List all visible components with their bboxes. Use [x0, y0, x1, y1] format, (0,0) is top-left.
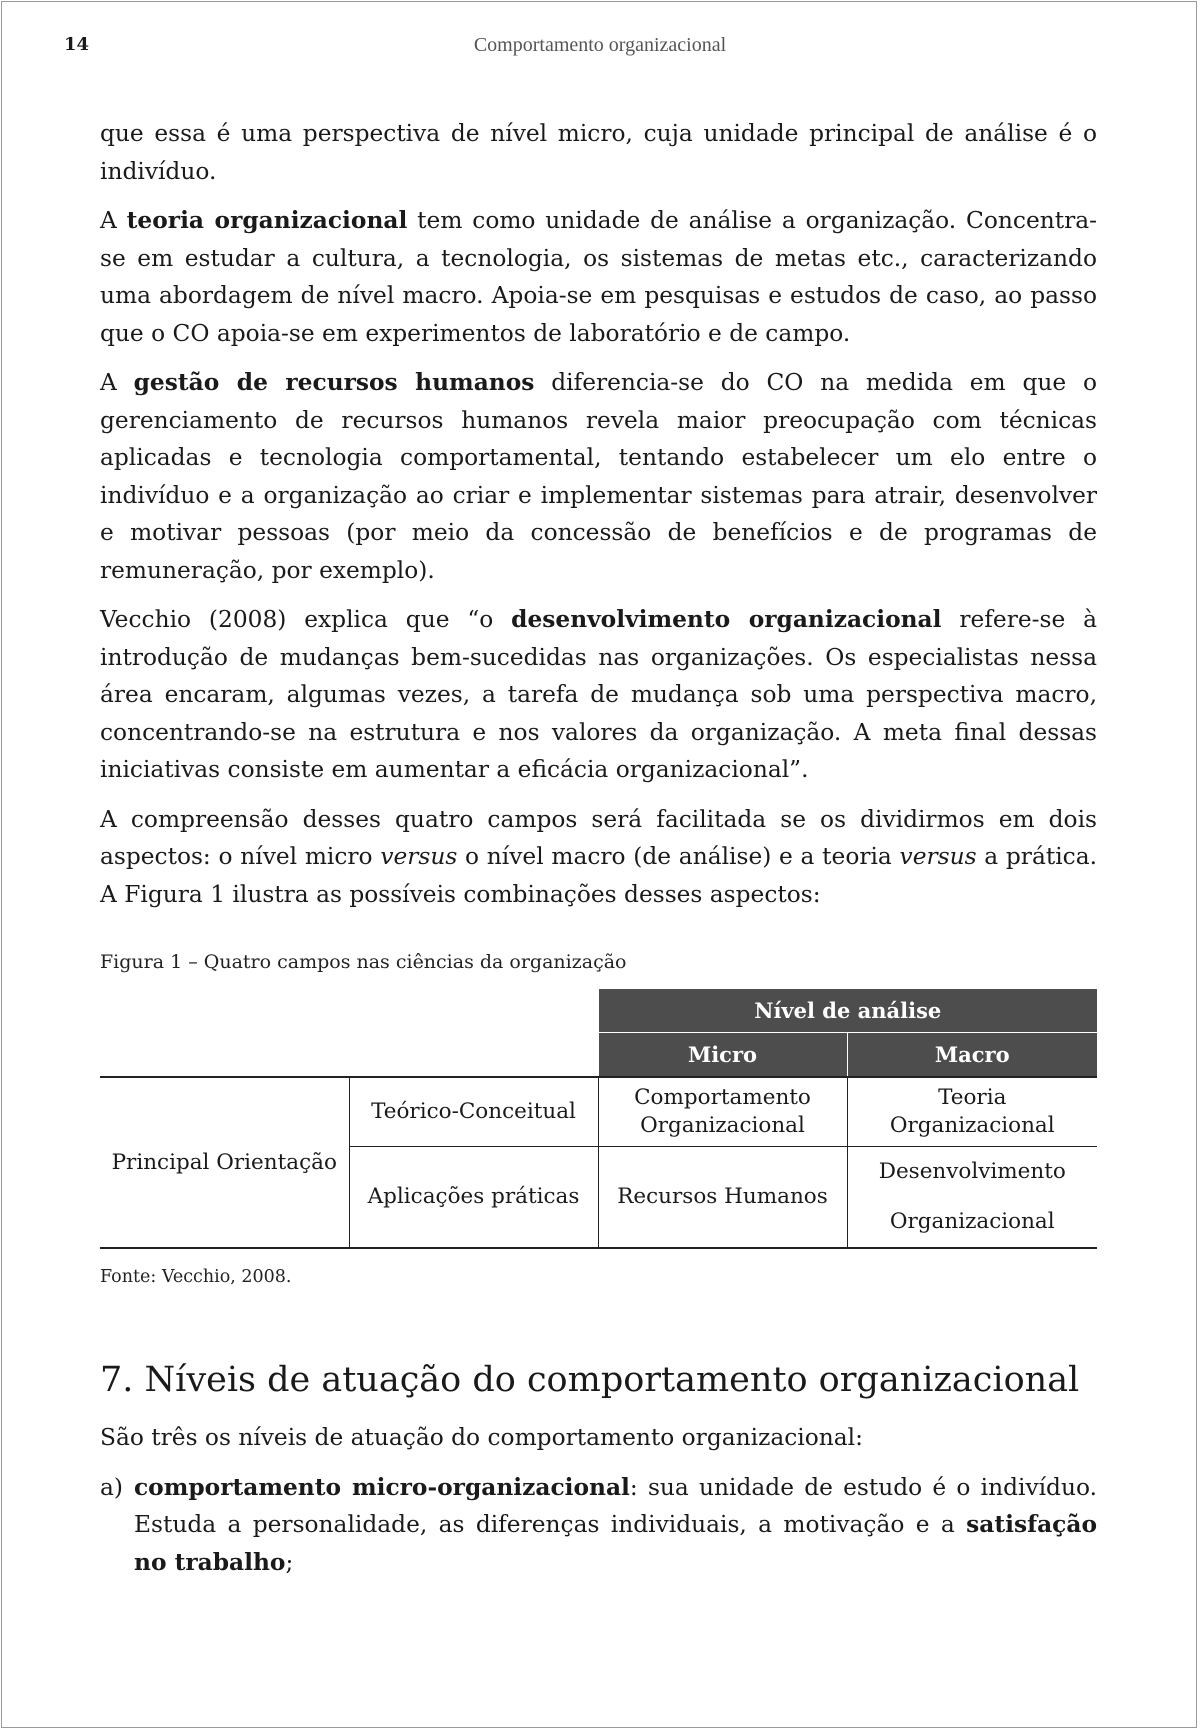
- text-span: diferencia-se do CO na medida em que o gerenciamento de recursos humanos revela maior preocupação com técnicas aplicadas e tecnologia comportamental, tentando estabelecer um elo entre o indivíduo e a organização ao criar e implementar sistemas para atrair, desenvolver e motivar pessoas (por meio da concessão de benefícios e de programas de remuneração, por exemplo).: [100, 369, 1098, 584]
- text-span: o nível macro (de análise) e a teoria: [457, 843, 900, 870]
- term-teoria-organizacional: teoria organizacional: [126, 207, 408, 234]
- text-span: A: [100, 369, 134, 396]
- empty-cell: [349, 1033, 598, 1078]
- text-span: tem como unidade de análise a organização. Concentra-se em estudar a cultura, a tecnologia, os sistemas de metas etc., caracterizando uma abordagem de nível macro. Apoia-se em pesquisas e estudos de caso, ao passo que o CO apoia-se em experimentos de laboratório e de campo.: [100, 207, 1097, 347]
- empty-cell: [100, 989, 349, 1033]
- page-number: 14: [64, 34, 90, 55]
- cell-comportamento-organizacional: [598, 1077, 847, 1147]
- table-subheader-row: [100, 1033, 1097, 1078]
- cell-line: Organizacional: [889, 1209, 1055, 1234]
- row-group-principal-orientacao: Principal Orientação: [100, 1077, 349, 1248]
- cell-desenvolvimento-organizacional: [847, 1147, 1097, 1249]
- paragraph-quatro-campos: [100, 801, 1097, 914]
- text-span: ;: [285, 1548, 294, 1576]
- text-span: A compreensão desses quatro campos será facilitada se os dividirmos em dois aspectos: o nível micro: [100, 805, 1097, 870]
- section-intro: São três os níveis de atuação do comportamento organizacional:: [100, 1424, 863, 1451]
- figure-source: Fonte: Vecchio, 2008.: [100, 1267, 292, 1287]
- section-heading: 7. Níveis de atuação do comportamento organizacional: [100, 1360, 1080, 1400]
- cell-recursos-humanos: Recursos Humanos: [598, 1147, 847, 1249]
- paragraph-1: [100, 115, 1097, 190]
- paragraph-teoria-organizacional: [100, 202, 1097, 352]
- cell-teoria-organizacional: [847, 1077, 1097, 1147]
- page-header: [0, 34, 1200, 60]
- table-header-row: [100, 989, 1097, 1033]
- empty-cell: [100, 1033, 349, 1078]
- text-span: A: [100, 207, 127, 234]
- text-span: : sua unidade de estudo é o indivíduo. Estuda a personalidade, as diferenças individuais, a motivação e a: [134, 1473, 1097, 1538]
- italic-versus: versus: [380, 843, 458, 870]
- page-body: [100, 115, 1097, 1581]
- list-item: [100, 1469, 1097, 1582]
- figure-caption: Figura 1 – Quatro campos nas ciências da organização: [100, 951, 627, 973]
- figure-table: [100, 989, 1097, 1249]
- term-desenvolvimento-organizacional: desenvolvimento organizacional: [511, 606, 942, 633]
- text-span: refere-se à introdução de mudanças bem-sucedidas nas organizações. Os especialistas nessa área encaram, algumas vezes, a tarefa de mudança sob uma perspectiva macro, concentrando-se na estrutura e nos valores da organização. A meta final dessas iniciativas consiste em aumentar a eficácia organizacional”.: [100, 606, 1098, 783]
- cell-line: Desenvolvimento: [878, 1159, 1066, 1184]
- paragraph-desenvolvimento-organizacional: [100, 601, 1097, 789]
- list-marker: a): [100, 1473, 123, 1501]
- cell-line: Teoria: [938, 1085, 1007, 1110]
- text-span: a prática. A Figura 1 ilustra as possíveis combinações desses aspectos:: [100, 843, 1097, 908]
- paragraph-gestao-rh: [100, 364, 1097, 589]
- paragraph-1-text: que essa é uma perspectiva de nível micro, cuja unidade principal de análise é o indivíduo.: [100, 120, 1097, 185]
- header-macro: Macro: [847, 1033, 1097, 1078]
- cell-line: Organizacional: [889, 1113, 1055, 1138]
- header-nivel-de-analise: Nível de análise: [598, 989, 1097, 1033]
- header-micro: Micro: [598, 1033, 847, 1078]
- row-label-aplicacoes-praticas: Aplicações práticas: [349, 1147, 598, 1249]
- cell-line: Organizacional: [640, 1113, 805, 1138]
- table-row: [100, 1077, 1097, 1147]
- term-comportamento-micro-organizacional: comportamento micro-organizacional: [134, 1473, 630, 1501]
- text-span: Vecchio (2008) explica que “o: [100, 606, 512, 633]
- empty-cell: [349, 989, 598, 1033]
- italic-versus: versus: [899, 843, 977, 870]
- cell-line: Comportamento: [634, 1085, 811, 1110]
- term-gestao-recursos-humanos: gestão de recursos humanos: [133, 369, 535, 396]
- term-satisfacao-no-trabalho: satisfação no trabalho: [134, 1511, 1097, 1576]
- row-label-teorico-conceitual: Teórico-Conceitual: [349, 1077, 598, 1147]
- running-title: Comportamento organizacional: [473, 34, 727, 56]
